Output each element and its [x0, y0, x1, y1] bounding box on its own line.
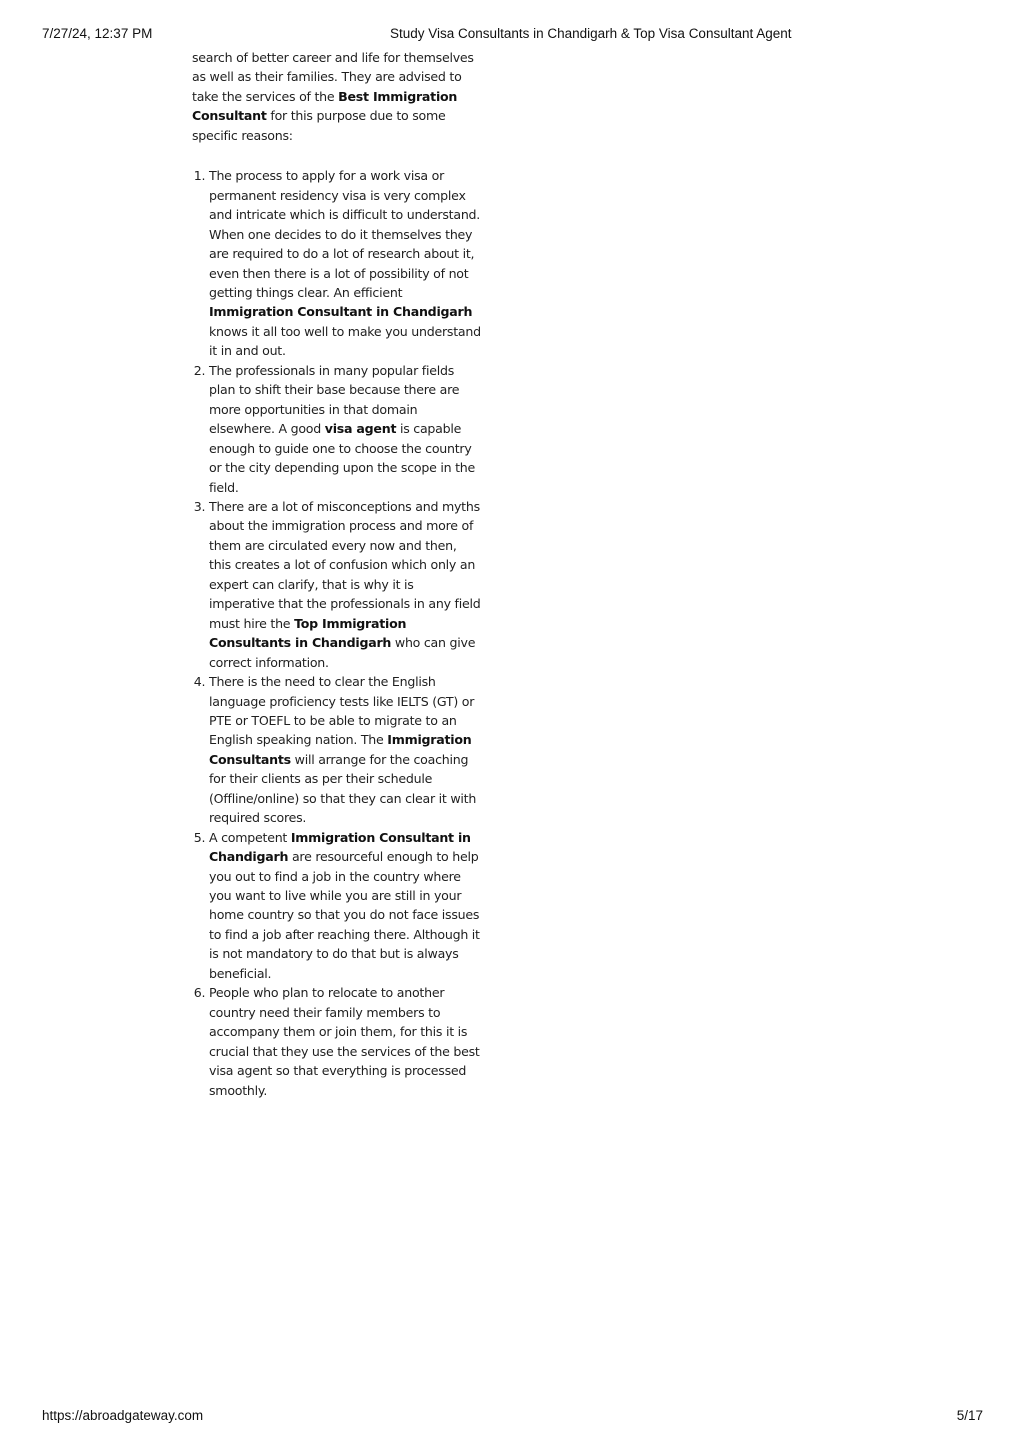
- reason-item-3: [209, 497, 482, 672]
- reason-item-5: [209, 828, 482, 984]
- page-number: 5/17: [956, 1408, 983, 1423]
- print-document-title: Study Visa Consultants in Chandigarh & Top Visa Consultant Agent: [390, 26, 792, 41]
- reason-item-1: [209, 166, 482, 361]
- reason-text-end: who can give correct information.: [209, 635, 476, 670]
- reason-keyword: Immigration Consultant in Chandigarh: [209, 304, 473, 320]
- reason-text-end: are resourceful enough to help you out to find a job in the country where you want to live while you are still in your home country so that you do not face issues to find a job after reaching there. Although it is not mandatory to do that but is always beneficial.: [209, 849, 480, 981]
- intro-keyword: Best Immigration Consultant: [192, 88, 458, 124]
- reason-keyword: Immigration Consultant in Chandigarh: [209, 829, 471, 865]
- print-datetime: 7/27/24, 12:37 PM: [42, 26, 153, 41]
- reasons-list: [192, 166, 482, 1100]
- reason-item-2: [209, 361, 482, 497]
- intro-text: search of better career and life for themselves as well as their families. They are advised to take the services of the: [192, 50, 474, 104]
- reason-item-6: [209, 983, 482, 1100]
- reason-text-end: knows it all too well to make you understand it in and out.: [209, 323, 481, 359]
- reason-text: The professionals in many popular fields plan to shift their base because there are more opportunities in that domain elsewhere. A good: [209, 362, 460, 437]
- intro-text-end: for this purpose due to some specific reasons:: [192, 108, 446, 143]
- reason-keyword: visa agent: [324, 421, 397, 437]
- reason-text-end: is capable enough to guide one to choose the country or the city depending upon the scope in the field.: [209, 421, 475, 495]
- reason-text: There are a lot of misconceptions and myths about the immigration process and more of them are circulated every now and then, this creates a lot of confusion which only an expert can clarify, that is why it is imperative that the professionals in any field must hire the: [209, 498, 481, 631]
- reason-keyword: Immigration Consultants: [209, 732, 472, 767]
- article-body: [192, 48, 482, 1100]
- reason-text: There is the need to clear the English language proficiency tests like IELTS (GT) or PTE or TOEFL to be able to migrate to an English speaking nation. The: [209, 674, 475, 748]
- intro-paragraph: [192, 48, 482, 145]
- print-header: [42, 26, 982, 44]
- reason-text: People who plan to relocate to another country need their family members to accompany them or join them, for this it is crucial that they use the services of the best visa agent so that everything is processed smoothly.: [209, 985, 480, 1098]
- page-url: https://abroadgateway.com: [42, 1408, 204, 1423]
- reason-text-end: will arrange for the coaching for their clients as per their schedule (Offline/online) so that they can clear it with required scores.: [209, 751, 477, 826]
- reason-text: A competent: [209, 829, 291, 845]
- reason-keyword: Top Immigration Consultants in Chandigarh: [209, 615, 407, 651]
- reason-item-4: [209, 672, 482, 828]
- reason-text: The process to apply for a work visa or permanent residency visa is very complex and intricate which is difficult to understand. When one decides to do it themselves they are required to do a lot of research about it, even then there is a lot of possibility of not getting things clear. An efficient: [209, 168, 481, 300]
- print-footer: [42, 1408, 983, 1426]
